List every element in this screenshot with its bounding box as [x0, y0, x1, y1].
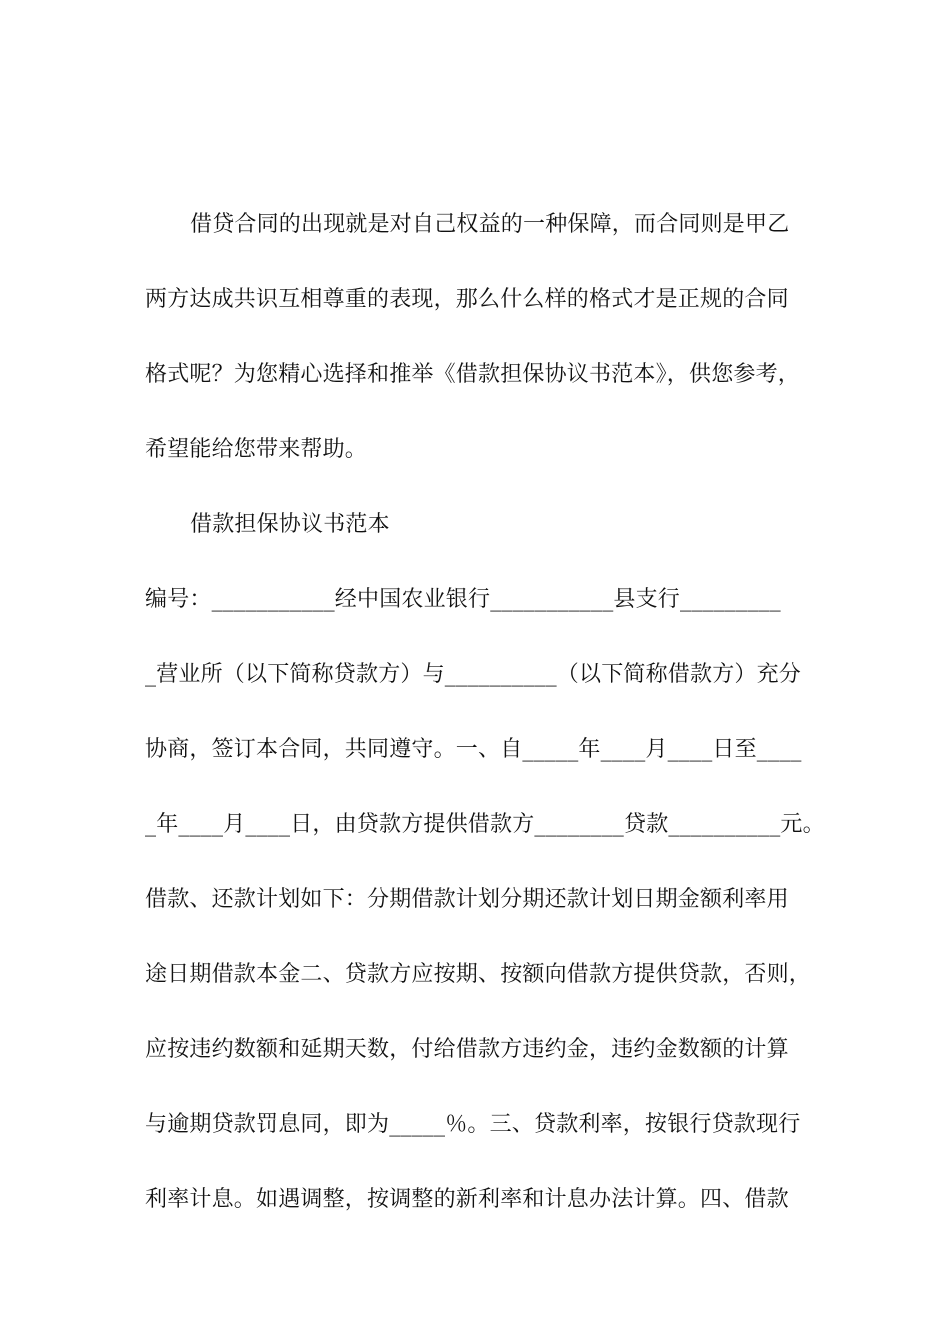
contract-line-4: _年____月____日，由贷款方提供借款方________贷款__________元。 — [145, 812, 825, 837]
document-heading: 借款担保协议书范本 — [190, 512, 390, 537]
paragraph-intro-line-4: 希望能给您带来帮助。 — [145, 437, 368, 462]
contract-line-8: 与逾期贷款罚息同，即为_____％。三、贷款利率，按银行贷款现行 — [145, 1112, 801, 1137]
contract-line-9: 利率计息。如遇调整，按调整的新利率和计息办法计算。四、借款 — [145, 1187, 789, 1212]
paragraph-intro-line-1: 借贷合同的出现就是对自己权益的一种保障，而合同则是甲乙 — [190, 212, 790, 237]
contract-line-2: _营业所（以下简称贷款方）与__________（以下简称借款方）充分 — [145, 662, 802, 687]
contract-line-5: 借款、还款计划如下：分期借款计划分期还款计划日期金额利率用 — [145, 887, 789, 912]
contract-line-3: 协商，签订本合同，共同遵守。一、自_____年____月____日至____ — [145, 737, 802, 762]
contract-line-1: 编号：___________经中国农业银行___________县支行_________ — [145, 587, 781, 612]
paragraph-intro-line-3: 格式呢？为您精心选择和推举《借款担保协议书范本》，供您参考， — [145, 362, 801, 387]
contract-line-7: 应按违约数额和延期天数，付给借款方违约金，违约金数额的计算 — [145, 1037, 789, 1062]
paragraph-intro-line-2: 两方达成共识互相尊重的表现，那么什么样的格式才是正规的合同 — [145, 287, 789, 312]
contract-line-6: 途日期借款本金二、贷款方应按期、按额向借款方提供贷款，否则， — [145, 962, 812, 987]
